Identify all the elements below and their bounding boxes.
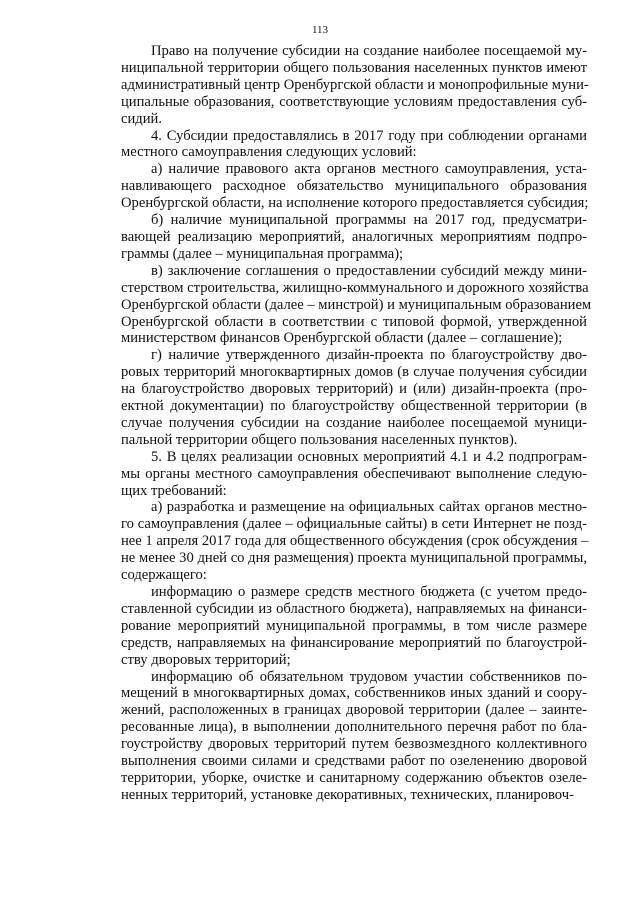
- text-line: ровых территорий многоквартирных домов (в случае получения субсидии: [121, 364, 587, 381]
- text-line: Оренбургской области, на исполнение которого предоставляется субсидия;: [121, 195, 589, 212]
- text-line: ресованные лица), в выполнении дополнительного перечня работ по бла-: [121, 719, 587, 736]
- text-line: пальной территории общего пользования населенных пунктов).: [121, 431, 518, 448]
- text-line: вающей реализацию мероприятий, аналогичных мероприятиям подпро-: [121, 228, 587, 245]
- text-line: территории, уборке, очистке и санитарному содержанию объектов озеле-: [121, 769, 587, 786]
- paragraph-p3: [121, 161, 587, 212]
- text-line: ниципальной территории общего пользования населенных пунктов имеют: [121, 59, 587, 76]
- paragraph-p2: [121, 128, 587, 162]
- text-line: граммы (далее – муниципальная программа);: [121, 245, 404, 262]
- text-line: в) заключение соглашения о предоставлении субсидий между мини-: [151, 262, 587, 279]
- paragraph-p7: [121, 449, 587, 500]
- text-line: 5. В целях реализации основных мероприятий 4.1 и 4.2 подпрограм-: [151, 448, 587, 465]
- page-number: 113: [311, 24, 329, 36]
- paragraph-p9: [121, 584, 587, 669]
- text-line: информацию о размере средств местного бюджета (с учетом предо-: [151, 584, 587, 600]
- text-line: щих требований:: [121, 482, 227, 499]
- text-line: ципальные образования, соответствующие условиям предоставления суб-: [121, 93, 587, 110]
- paragraph-p8: [121, 499, 587, 584]
- text-line: ектной документации) по благоустройству общественной территории (в: [121, 398, 587, 415]
- paragraph-p10: [121, 669, 587, 804]
- text-line: на благоустройство дворовых территорий) и (или) дизайн-проекта (про-: [121, 381, 587, 398]
- text-line: министерством финансов Оренбургской области (далее – соглашение);: [121, 330, 563, 347]
- text-line: средств, направляемых на финансирование мероприятий по благоустрой-: [121, 634, 587, 651]
- text-line: Право на получение субсидии на создание наиболее посещаемой му-: [151, 43, 587, 59]
- text-line: Оренбургской области (далее – минстрой) и муниципальным образованием: [121, 296, 592, 313]
- text-line: ству дворовых территорий;: [121, 651, 291, 668]
- text-line: навливающего расходное обязательство муниципального образования: [121, 178, 587, 195]
- text-line: случае получения субсидии на создание наиболее посещаемой муници-: [121, 414, 587, 431]
- text-line: б) наличие муниципальной программы на 2017 год, предусматри-: [151, 212, 587, 229]
- paragraph-p6: [121, 347, 587, 448]
- text-line: административный центр Оренбургской области и монопрофильные муни-: [121, 76, 589, 93]
- text-line: ненных территорий, установке декоративных, технических, планировоч-: [121, 786, 574, 803]
- text-line: содержащего:: [121, 567, 207, 584]
- text-line: стерством строительства, жилищно-коммунального и дорожного хозяйства: [121, 279, 589, 296]
- text-line: нее 1 апреля 2017 года для общественного обсуждения (срок обсуждения –: [121, 533, 589, 550]
- document-body: [121, 43, 592, 804]
- text-line: 4. Субсидии предоставлялись в 2017 году при соблюдении органами: [151, 127, 587, 144]
- text-line: ставленной субсидии из областного бюджета), направляемых на финанси-: [121, 600, 587, 617]
- text-line: сидий.: [121, 110, 162, 127]
- text-line: рование мероприятий муниципальной программы, в том числе размере: [121, 617, 587, 634]
- text-line: а) разработка и размещение на официальных сайтах органов местно-: [151, 499, 587, 516]
- text-line: не менее 30 дней со дня размещения) проекта муниципальной программы,: [121, 550, 587, 567]
- text-line: а) наличие правового акта органов местного самоуправления, уста-: [151, 161, 587, 178]
- paragraph-p5: [121, 262, 592, 348]
- paragraph-p4: [121, 212, 587, 263]
- text-line: информацию об обязательном трудовом участии собственников по-: [151, 668, 587, 685]
- text-line: Оренбургской области в соответствии с типовой формой, утвержденной: [121, 313, 587, 330]
- text-line: мы органы местного самоуправления обеспечивают выполнение следую-: [121, 465, 587, 482]
- text-line: г) наличие утвержденного дизайн-проекта по благоустройству дво-: [151, 347, 587, 364]
- text-line: местного самоуправления следующих условий:: [121, 144, 417, 161]
- text-line: жений, расположенных в границах дворовой территории (далее – заинте-: [121, 702, 587, 719]
- text-line: гоустройству дворовых территорий путем безвозмездного коллективного: [121, 736, 587, 753]
- text-line: мещений в многоквартирных домах, собственников иных зданий и соору-: [121, 685, 587, 702]
- text-line: го самоуправления (далее – официальные сайты) в сети Интернет не позд-: [121, 516, 587, 533]
- paragraph-p1: [121, 43, 587, 128]
- text-line: выполнения своими силами и средствами работ по озеленению дворовой: [121, 753, 587, 770]
